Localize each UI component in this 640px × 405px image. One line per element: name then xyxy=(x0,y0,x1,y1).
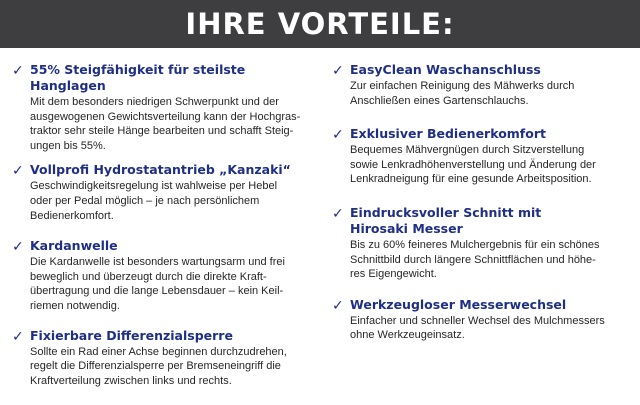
feature-item-differenzialsperre xyxy=(12,328,312,389)
feature-title: Exklusiver Bedienerkomfort xyxy=(350,126,546,142)
feature-item-messerwechsel xyxy=(332,297,630,343)
feature-item-hydrostatantrieb xyxy=(12,162,312,223)
feature-description: Bis zu 60% feineres Mulchergebnis für ein schönes Schnittbild durch längere Schnittflächen und höhe- res Eigengewicht. xyxy=(350,238,600,281)
feature-title: EasyClean Waschanschluss xyxy=(350,62,541,77)
header-banner xyxy=(0,0,640,48)
feature-title: Werkzeugloser Messerwechsel xyxy=(350,296,567,312)
feature-item-steigfaehigkeit xyxy=(12,62,312,153)
feature-title: Vollprofi Hydrostatantrieb „Kanzaki“ xyxy=(30,162,291,178)
feature-description: Sollte ein Rad einer Achse beginnen durchzudrehen, regelt die Differenzialsperre per Bremseneingriff die Kraftverteilung zwischen links und rechts. xyxy=(30,345,287,387)
feature-item-kardanwelle xyxy=(12,238,312,313)
feature-item-hirosaki-messer xyxy=(332,205,630,282)
feature-description: Mit dem besonders niedrigen Schwerpunkt und der ausgewogenen Gewichtsverteilung kann der Hochgras- traktor sehr steile Hänge bearbeiten und schafft Steig- ungen bis 55%. xyxy=(30,96,301,152)
feature-title: Eindrucksvoller Schnitt mit Hirosaki Messer xyxy=(350,204,542,236)
feature-description: Geschwindigkeitsregelung ist wahlweise per Hebel oder per Pedal möglich – je nach persönlichem Bedienerkomfort. xyxy=(30,180,278,222)
feature-description: Bequemes Mähvergnügen durch Sitzverstellung sowie Lenkradhöhenverstellung und Änderung der Lenkradneigung für eine gesunde Arbeitsposition. xyxy=(350,144,596,186)
feature-item-bedienerkomfort xyxy=(332,126,630,187)
checkmark-icon: ✓ xyxy=(332,127,344,144)
checkmark-icon: ✓ xyxy=(332,205,344,222)
page-title: IHRE VORTEILE: xyxy=(185,7,455,41)
checkmark-icon: ✓ xyxy=(332,63,344,79)
checkmark-icon: ✓ xyxy=(12,163,24,180)
checkmark-icon: ✓ xyxy=(332,297,344,314)
feature-title: Fixierbare Differenzialsperre xyxy=(30,327,233,343)
checkmark-icon: ✓ xyxy=(12,239,24,256)
checkmark-icon: ✓ xyxy=(12,63,24,79)
checkmark-icon: ✓ xyxy=(12,328,24,345)
right-column xyxy=(332,62,630,343)
feature-description: Einfacher und schneller Wechsel des Mulchmessers ohne Werkzeugeinsatz. xyxy=(350,314,605,342)
feature-title: Kardanwelle xyxy=(30,238,118,254)
feature-description: Zur einfachen Reinigung des Mähwerks durch Anschließen eines Gartenschlauchs. xyxy=(350,80,575,107)
feature-title: 55% Steigfähigkeit für steilste Hanglagen xyxy=(30,62,246,93)
left-column xyxy=(12,62,312,388)
feature-description: Die Kardanwelle ist besonders wartungsarm und frei beweglich und überzeugt durch die direkte Kraft- übertragung und die lange Lebensdauer – kein Keil- riemen notwendig. xyxy=(30,256,285,312)
feature-item-easyclean xyxy=(332,62,630,108)
